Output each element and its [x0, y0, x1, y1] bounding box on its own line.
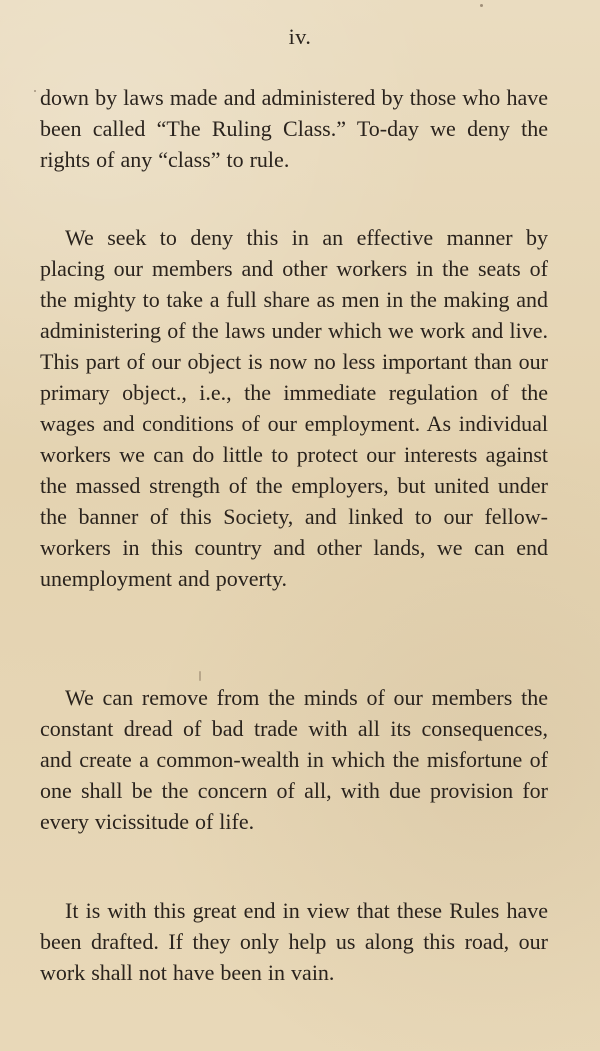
page-number: iv.	[288, 24, 312, 49]
paragraph-4: It is with this great end in view that these Rules have been drafted. If they only help us along this road, our work shall not have been in vain.	[40, 898, 548, 985]
paragraph-2: We seek to deny this in an effective manner by placing our members and other workers in the seats of the mighty to take a full share as men in the making and administering of the laws under which we work and live. This part of our object is now no less important than our primary object., i.e., the immediate regulation of the wages and conditions of our employment. As individual workers we can do little to protect our interests against the massed strength of the employers, but united under the banner of this Society, and linked to our fellow-workers in this country and other lands, we can end unemployment and poverty.	[40, 225, 548, 591]
paragraph-3: We can remove from the minds of our members the constant dread of bad trade with all its consequences, and create a common-wealth in which the misfortune of one shall be the concern of all, with due provision for every vicissitude of life.	[40, 685, 548, 834]
paper-speck	[480, 4, 483, 7]
ink-speck	[34, 90, 36, 92]
paragraph-1: down by laws made and administered by those who have been called “The Ruling Class.” To-day we deny the rights of any “class” to rule.	[40, 85, 548, 172]
paper-mark	[199, 671, 201, 681]
